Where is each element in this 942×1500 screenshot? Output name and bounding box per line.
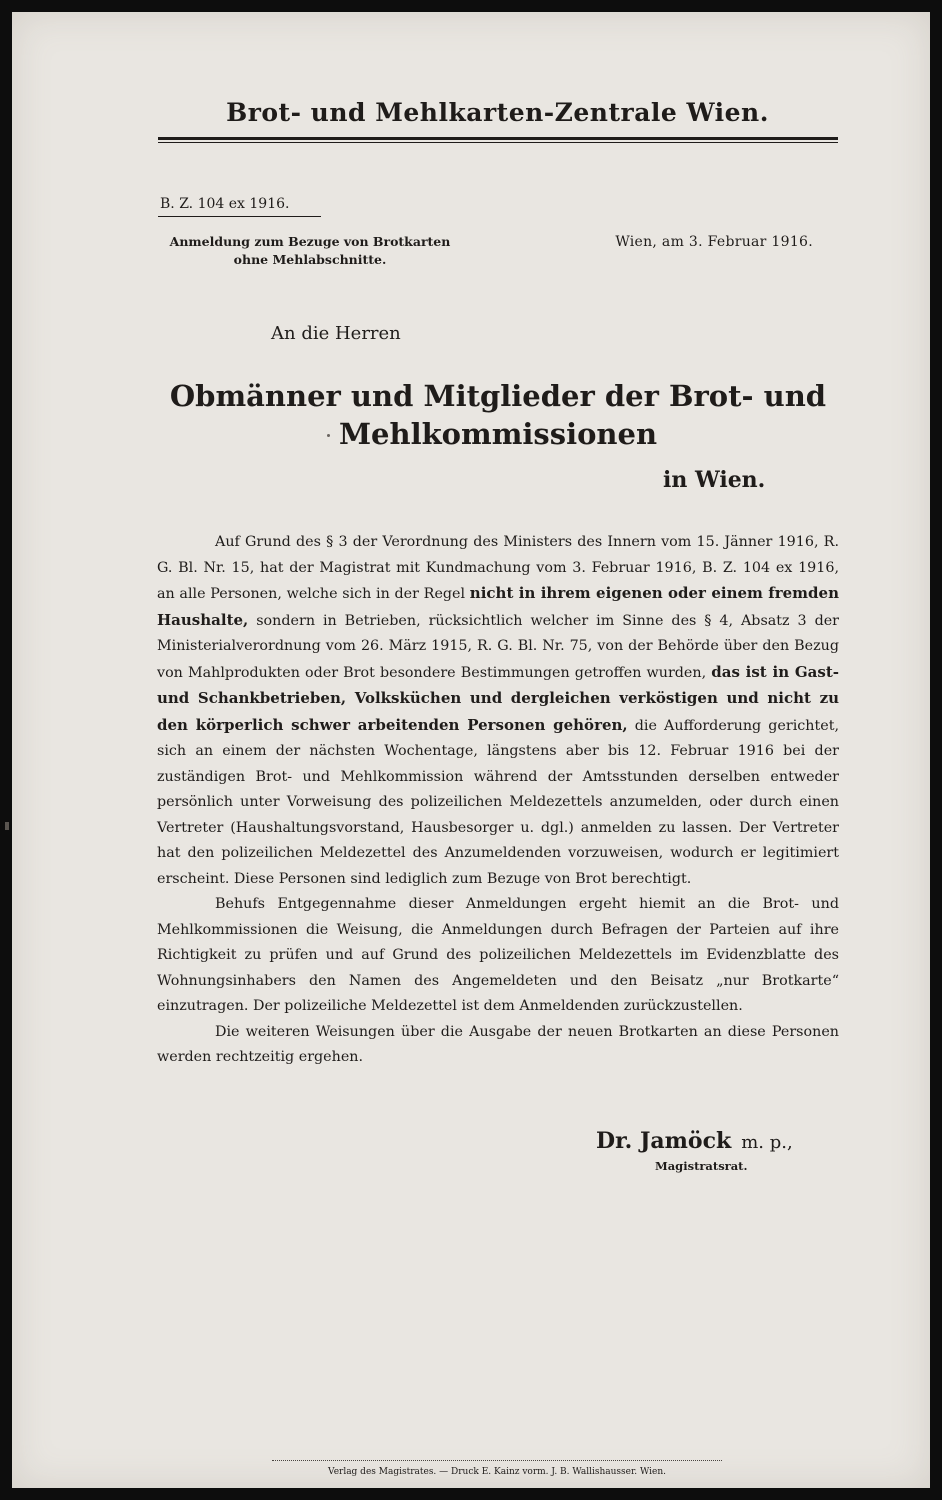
paragraph-1-emphasis-2: das ist in Gast- und Schankbetrieben, Volksküchen und dergleichen verköstigen und nicht zu den körperlich schwer arbeitenden Personen gehören, xyxy=(157,662,840,734)
paragraph-2: Behufs Entgegennahme dieser Anmeldungen ergeht hiemit an die Brot- und Mehlkommissionen die Weisung, die Anmeldungen durch Befragen der Parteien auf ihre Richtigkeit zu prüfen und auf Grund des polizeilichen Meldezettels im Evidenzblatte des Wohnungsinhabers den Namen des Angemeldeten und den Beisatz „nur Brotkarte“ einzutragen. Der polizeiliche Meldezettel ist dem Anmeldenden zurückzustellen. xyxy=(157,896,839,1014)
signature-suffix: m. p., xyxy=(741,1132,793,1153)
reference-underline xyxy=(158,216,321,217)
body-text xyxy=(157,530,839,1071)
recipients-city: in Wien. xyxy=(663,467,766,493)
letterhead-title: Brot- und Mehlkarten-Zentrale Wien. xyxy=(226,98,769,127)
footer-rule xyxy=(272,1460,722,1461)
printer-imprint: Verlag des Magistrates. — Druck E. Kainz vorm. J. B. Wallishausser. Wien. xyxy=(328,1467,666,1477)
document-sheet xyxy=(12,12,930,1488)
subject-line: Anmeldung zum Bezuge von Brotkarten ohne Mehlabschnitte. xyxy=(169,234,451,267)
letterhead-rule xyxy=(158,137,838,140)
paragraph-1-part-c: sondern in Betrieben, rücksichtlich welcher im Sinne des § 4, Absatz 3 der Ministerialverordnung vom 26. März 1915, R. G. Bl. Nr. 75, von der Behörde über den Bezug von Mahlprodukten oder Brot besondere Bestimmungen getroffen wurden, xyxy=(157,612,840,681)
edge-mark xyxy=(5,822,9,830)
recipients-heading: Obmänner und Mitglieder der Brot- und Mehlkommissionen xyxy=(169,379,827,451)
paragraph-1 xyxy=(157,530,839,892)
reference-number: B. Z. 104 ex 1916. xyxy=(160,196,290,212)
signatory-name: Dr. Jamöck xyxy=(596,1128,732,1154)
paragraph-3: Die weiteren Weisungen über die Ausgabe der neuen Brotkarten an diese Personen werden rechtzeitig ergehen. xyxy=(157,1023,839,1065)
ink-speck xyxy=(327,434,330,437)
place-date: Wien, am 3. Februar 1916. xyxy=(615,234,813,250)
paragraph-1-part-e: die Aufforderung gerichtet, sich an einem der nächsten Wochentage, längstens aber bis 12. Februar 1916 bei der zuständigen Brot- und Mehlkommission während der Amtsstunden derselben entweder persönlich unter Vorweisung des polizeilichen Meldezettels anzumelden, oder durch einen Vertreter (Haushaltungsvorstand, Hausbesorger u. dgl.) anmelden zu lassen. Der Vertreter hat den polizeilichen Meldezettel des Anzumeldenden vorzuweisen, wodurch er legitimiert erscheint. Diese Personen sind lediglich zum Bezuge von Brot berechtigt. xyxy=(157,717,840,887)
paragraph-1-emphasis-1: nicht in ihrem eigenen oder einem fremden Haushalte, xyxy=(157,584,839,629)
signatory-title: Magistratsrat. xyxy=(655,1159,748,1173)
letterhead-rule-thin xyxy=(158,142,838,143)
signature xyxy=(596,1128,793,1154)
addressee-salutation: An die Herren xyxy=(271,323,401,344)
paragraph-1-part-a: Auf Grund des § 3 der Verordnung des Ministers des Innern vom 15. Jänner 1916, R. G. Bl. Nr. 15, hat der Magistrat mit Kundmachung vom 3. Februar 1916, B. Z. 104 ex 1916, an alle Personen, welche sich in der Regel xyxy=(157,534,839,602)
